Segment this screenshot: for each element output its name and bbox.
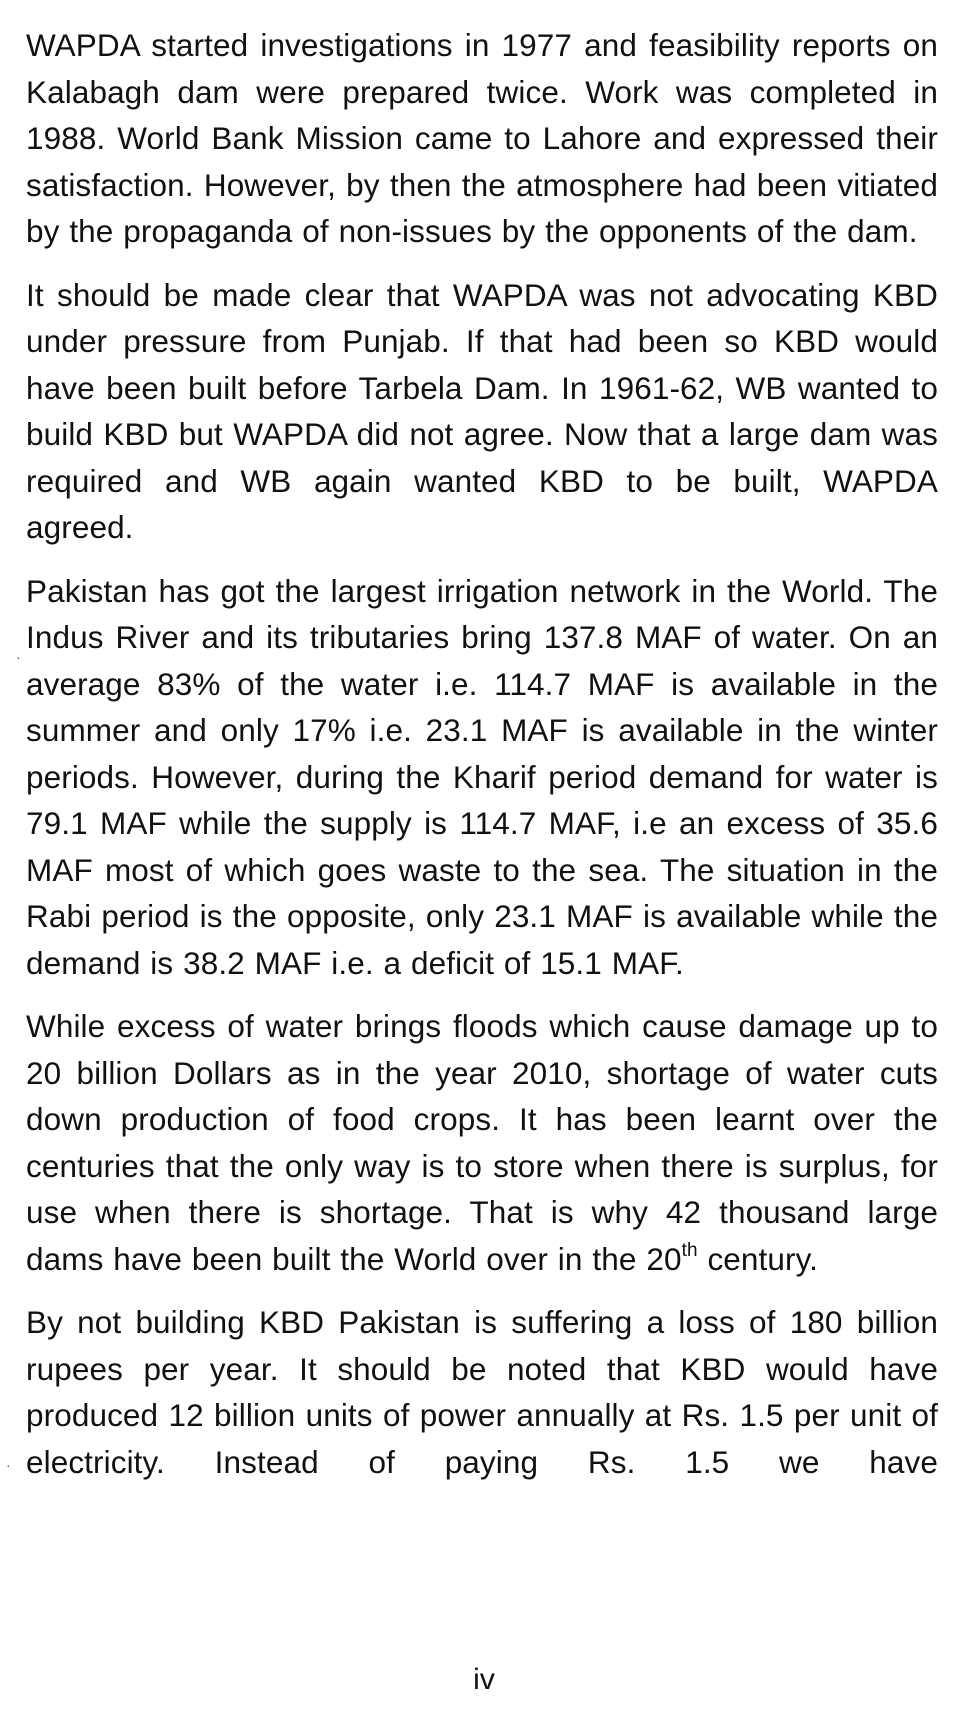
- paragraph-floods-ending: century.: [697, 1240, 818, 1277]
- paragraph-kbd-loss: By not building KBD Pakistan is suffering a loss of 180 billion rupees per year. It should be noted that KBD would have produced 12 billion units of power annually at Rs. 1.5 per unit of electricity. Instead of paying Rs. 1.5 we have: [26, 1304, 938, 1480]
- scan-speck: ·: [16, 649, 21, 665]
- page-number: iv: [473, 1663, 495, 1696]
- paragraph-wapda-investigations: WAPDA started investigations in 1977 and feasibility reports on Kalabagh dam were prepared twice. Work was completed in 1988. World Bank Mission came to Lahore and expressed their satisfaction. However, by then the atmosphere had been vitiated by the propaganda of non-issues by the opponents of the dam.: [26, 27, 938, 249]
- document-page: [26, 22, 938, 1485]
- ordinal-superscript: th: [681, 1240, 698, 1261]
- paragraph-irrigation-network: Pakistan has got the largest irrigation network in the World. The Indus River and its tributaries bring 137.8 MAF of water. On an average 83% of the water i.e. 114.7 MAF is available in the summer and only 17% i.e. 23.1 MAF is available in the winter periods. However, during the Kharif period demand for water is 79.1 MAF while the supply is 114.7 MAF, i.e an excess of 35.6 MAF most of which goes waste to the sea. The situation in the Rabi period is the opposite, only 23.1 MAF is available while the demand is 38.2 MAF i.e. a deficit of 15.1 MAF.: [26, 572, 938, 981]
- paragraph-wapda-advocacy: It should be made clear that WAPDA was not advocating KBD under pressure from Punjab. If that had been so KBD would have been built before Tarbela Dam. In 1961-62, WB wanted to build KBD but WAPDA did not agree. Now that a large dam was required and WB again wanted KBD to be built, WAPDA agreed.: [26, 276, 938, 545]
- paragraph-floods-text: While excess of water brings floods which cause damage up to 20 billion Dollars as in the year 2010, shortage of water cuts down production of food crops. It has been learnt over the centuries that the only way is to store when there is surplus, for use when there is shortage. That is why 42 thousand large dams have been built the World over in the 20: [26, 1008, 938, 1277]
- paragraph-floods-and-dams: [26, 1003, 938, 1282]
- scan-speck: ·: [6, 1457, 11, 1473]
